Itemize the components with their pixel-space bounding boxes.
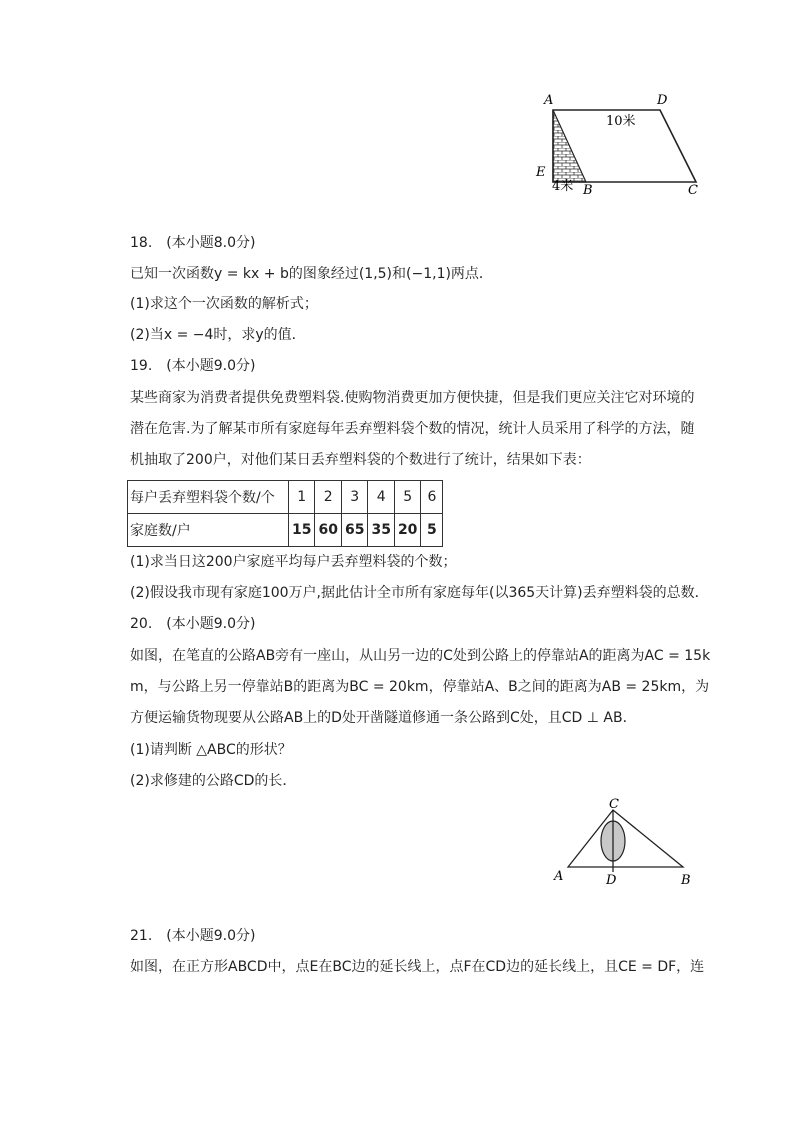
q18-stem: 已知一次函数y = kx + b的图象经过(1,5)和(−1,1)两点． [130, 266, 493, 282]
q21-line1: 如图，在正方形ABCD中，点E在BC边的延长线上，点F在CD边的延长线上，且CE = DF，连 [130, 959, 705, 975]
label-A: A [544, 93, 554, 108]
q19-part2: (2)假设我市现有家庭100万户,据此估计全市所有家庭每年(以365天计算)丢弃塑料袋的总数． [130, 585, 709, 601]
label-C: C [609, 797, 619, 812]
table-cell: 1 [289, 481, 315, 514]
label-A: A [554, 869, 564, 884]
triangle-figure [550, 795, 700, 890]
q18-part1: (1)求这个一次函数的解析式； [130, 296, 318, 312]
q20-line1: 如图，在笔直的公路AB旁有一座山，从山另一边的C处到公路上的停靠站A的距离为AC = 15k [130, 648, 711, 664]
label-len-top: 10米 [606, 114, 636, 129]
q20-line2: m，与公路上另一停靠站B的距离为BC = 20km，停靠站A、B之间的距离为AB = 25km，为 [130, 679, 710, 695]
table-cell: 35 [368, 514, 394, 547]
q20-line3: 方便运输货物现要从公路AB上的D处开凿隧道修通一条公路到C处，且CD ⊥ AB． [130, 710, 637, 726]
q20-header: 20. (本小题9.0分) [130, 616, 256, 632]
label-E: E [536, 165, 546, 180]
table-cell: 5 [421, 514, 443, 547]
q21-header: 21. (本小题9.0分) [130, 928, 256, 944]
label-len-bottom: 4米 [552, 179, 574, 194]
label-B: B [681, 873, 691, 888]
label-D: D [657, 93, 668, 108]
table-row [128, 514, 443, 547]
table-cell: 3 [341, 481, 367, 514]
label-C: C [688, 183, 698, 198]
table-row-header: 每户丢弃塑料袋个数/个 [128, 481, 289, 514]
q18-header: 18. (本小题8.0分) [130, 235, 256, 251]
table-row [128, 481, 443, 514]
q19-line1: 某些商家为消费者提供免费塑料袋.使购物消费更加方便快捷，但是我们更应关注它对环境的 [130, 390, 695, 406]
q18-part2: (2)当x = −4时，求y的值． [130, 327, 306, 343]
table-cell: 60 [315, 514, 341, 547]
q20-part1: (1)请判断 △ABC的形状？ [130, 742, 292, 758]
q20-part2: (2)求修建的公路CD的长． [130, 773, 297, 789]
q19-line3: 机抽取了200户，对他们某日丢弃塑料袋的个数进行了统计，结果如下表： [130, 452, 591, 468]
label-B: B [583, 183, 593, 198]
label-D: D [606, 873, 617, 888]
table-row-header: 家庭数/户 [128, 514, 289, 547]
table-cell: 6 [421, 481, 443, 514]
trapezoid-figure [530, 88, 710, 200]
table-cell: 5 [394, 481, 420, 514]
table-cell: 65 [341, 514, 367, 547]
table-cell: 15 [289, 514, 315, 547]
q19-line2: 潜在危害.为了解某市所有家庭每年丢弃塑料袋个数的情况，统计人员采用了科学的方法，随 [130, 421, 695, 437]
table-cell: 4 [368, 481, 394, 514]
q19-header: 19. (本小题9.0分) [130, 358, 256, 374]
q19-table [127, 480, 443, 547]
table-cell: 20 [394, 514, 420, 547]
table-cell: 2 [315, 481, 341, 514]
brick-wall [553, 110, 586, 182]
q19-part1: (1)求当日这200户家庭平均每户丢弃塑料袋的个数； [130, 554, 457, 570]
